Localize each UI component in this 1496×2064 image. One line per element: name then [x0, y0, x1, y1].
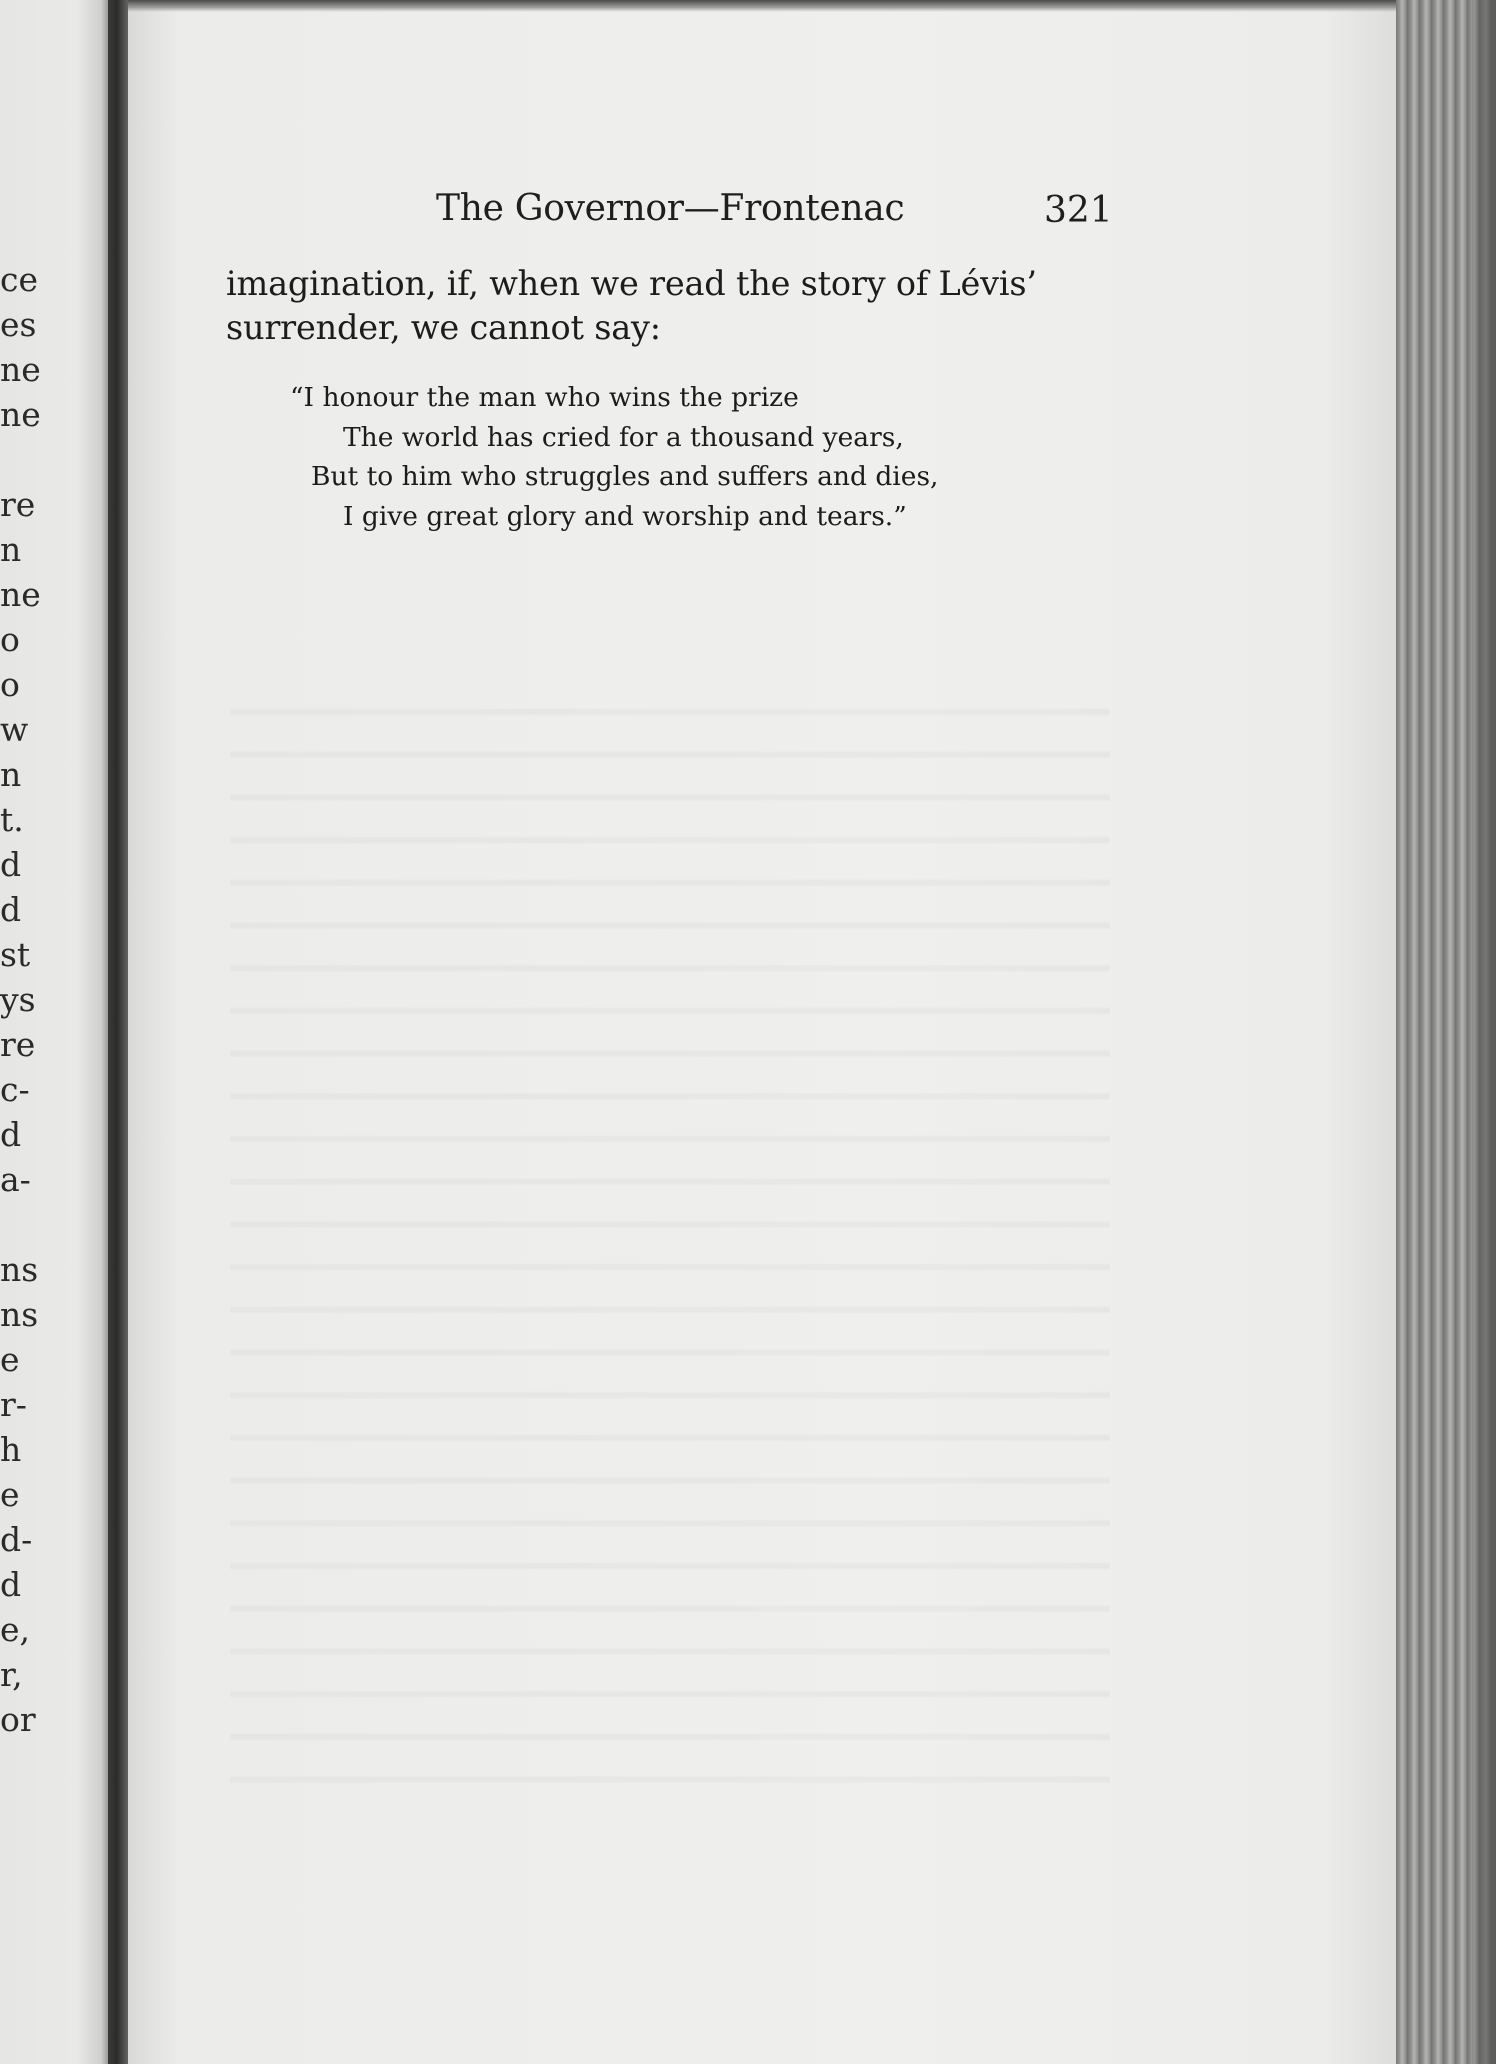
left-fragment: n: [0, 755, 22, 794]
left-fragment: e,: [0, 1610, 31, 1649]
book-gutter: [108, 0, 130, 2064]
quotation-line: But to him who struggles and suffers and dies,: [311, 461, 939, 492]
left-fragment: e: [0, 1340, 20, 1379]
page-number: 321: [1044, 190, 1113, 231]
left-fragment: w: [0, 710, 29, 749]
left-fragment: ns: [0, 1295, 39, 1334]
page-stack-edges: [1396, 0, 1496, 2064]
left-fragment: d-: [0, 1520, 33, 1559]
body-line: surrender, we cannot say:: [226, 308, 661, 347]
left-fragment: c-: [0, 1070, 30, 1109]
left-fragment: ns: [0, 1250, 39, 1289]
left-fragment: e: [0, 1475, 20, 1514]
left-fragment: ne: [0, 350, 41, 389]
left-fragment: es: [0, 305, 37, 344]
quotation-line: I give great glory and worship and tears.”: [343, 501, 907, 532]
bleed-through-texture: [230, 680, 1110, 1790]
left-fragment: h: [0, 1430, 22, 1469]
left-fragment: d: [0, 1115, 22, 1154]
top-shadow: [128, 0, 1398, 12]
body-line: imagination, if, when we read the story of Lévis’: [226, 264, 1037, 303]
quotation-line: The world has cried for a thousand years,: [343, 422, 904, 453]
left-fragment: re: [0, 485, 36, 524]
left-fragment: or: [0, 1700, 36, 1739]
left-fragment: d: [0, 890, 22, 929]
left-fragment: d: [0, 845, 22, 884]
left-fragment: n: [0, 530, 22, 569]
left-fragment: ne: [0, 395, 41, 434]
left-fragment: ce: [0, 260, 39, 299]
left-fragment: r-: [0, 1385, 27, 1424]
quotation-line: “I honour the man who wins the prize: [290, 382, 799, 413]
running-head-title: The Governor—Frontenac: [436, 188, 905, 229]
left-fragment: ne: [0, 575, 41, 614]
left-fragment: o: [0, 665, 20, 704]
left-fragment: ys: [0, 980, 36, 1019]
left-fragment: re: [0, 1025, 36, 1064]
left-fragment: t.: [0, 800, 24, 839]
left-fragment: d: [0, 1565, 22, 1604]
left-fragment: st: [0, 935, 31, 974]
left-fragment: a-: [0, 1160, 31, 1199]
left-fragment: o: [0, 620, 20, 659]
left-fragment: r,: [0, 1655, 23, 1694]
